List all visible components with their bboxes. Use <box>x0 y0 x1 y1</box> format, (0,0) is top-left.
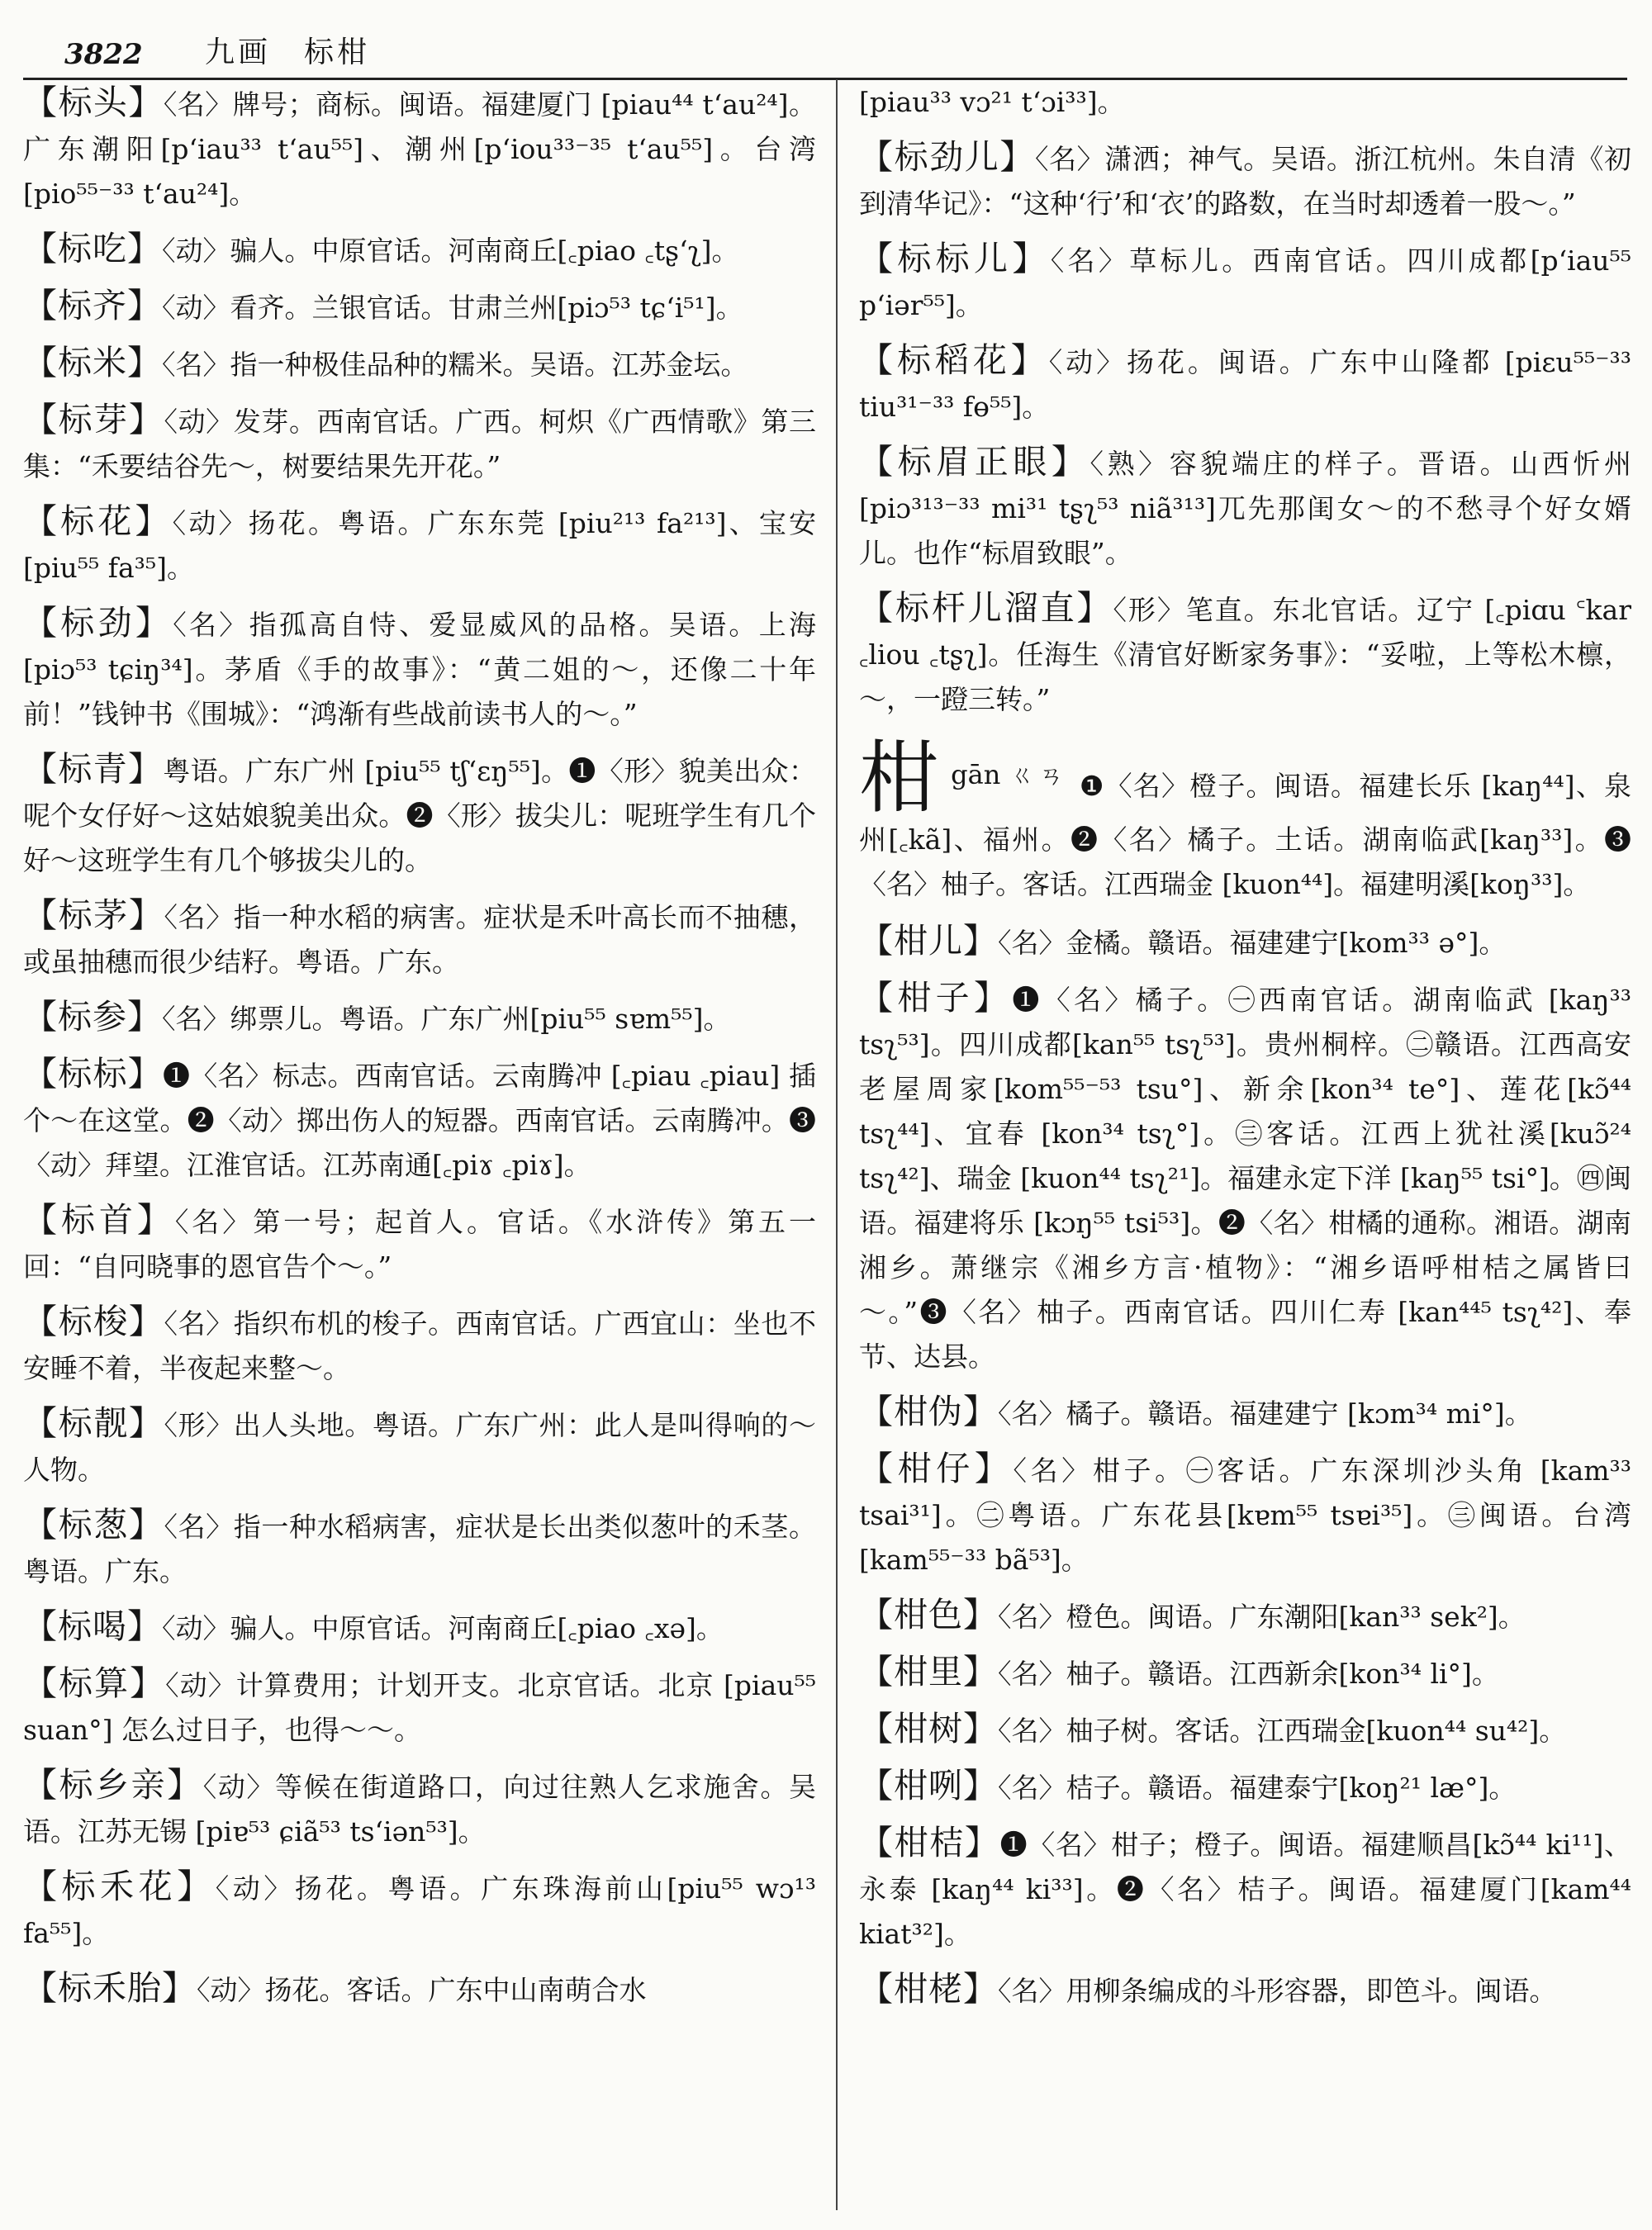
entry-definition: 〈名〉金橘。赣语。福建建宁[kom³³ ə°]。 <box>998 927 1507 959</box>
right-column <box>859 76 1631 2215</box>
left-column <box>23 76 816 2215</box>
entry-definition: ❶〈名〉橘子。㊀西南官话。湖南临武 [kaŋ³³ tsʅ⁵³]。四川成都[kan⁵⁵ tsʅ⁵³]。贵州桐梓。㊁赣语。江西高安老屋周家[kom⁵⁵⁻⁵³ tsu°]、新余[kon³⁴ te°]、莲花[kɔ̃⁴⁴ tsʅ⁴⁴]、宜春 [kon³⁴ tsʅ°]。㊂客话。江西上犹社溪[kuɔ̃²⁴ tsʅ⁴²]、瑞金 [kuon⁴⁴ tsʅ²¹]。福建永定下洋 [kaŋ⁵⁵ tsi°]。㊃闽语。福建将乐 [kɔŋ⁵⁵ tsi⁵³]。❷〈名〉柑橘的通称。湘语。湖南湘乡。萧继宗《湘乡方言·植物》：“湘乡语呼柑桔之属皆曰～。”❸〈名〉柚子。西南官话。四川仁寿 [kan⁴⁴⁵ tsʅ⁴²]、奉节、达县。 <box>859 984 1631 1373</box>
entry-headword: 【标标】 <box>23 1054 163 1094</box>
dictionary-entry <box>23 1295 816 1397</box>
entry-definition: 〈名〉指孤高自恃、爱显威风的品格。吴语。上海 [piɔ⁵³ tɕiŋ³⁴]。茅盾《手的故事》：“黄二姐的～，还像二十年前！”钱钟书《围城》：“鸿渐有些战前读书人的～。” <box>23 609 816 730</box>
dictionary-entry <box>23 990 816 1047</box>
running-title: 九画 标柑 <box>205 36 371 69</box>
dictionary-entry <box>23 495 816 596</box>
dictionary-entry <box>859 1702 1631 1759</box>
entry-definition: 〈动〉扬花。粤语。广东珠海前山[piu⁵⁵ wɔ¹³ fa⁵⁵]。 <box>23 1872 816 1949</box>
dictionary-entry <box>23 222 816 279</box>
entry-headword: 【柑色】 <box>859 1595 998 1635</box>
dictionary-entry <box>23 336 816 393</box>
dictionary-entry <box>23 1657 816 1758</box>
bopomofo: ㄍㄢ <box>1009 762 1068 790</box>
entry-definition: 〈动〉等候在街道路口，向过往熟人乞求施舍。吴语。江苏无锡 [piɐ⁵³ ɕiã⁵³ tsʻiən⁵³]。 <box>23 1771 816 1848</box>
entry-headword: 【标劲】 <box>23 603 173 643</box>
dictionary-entry <box>859 581 1631 728</box>
dictionary-entry <box>859 1962 1631 2019</box>
entry-definition: 〈名〉桔子。赣语。福建泰宁[koŋ²¹ læ°]。 <box>998 1772 1517 1804</box>
entry-definition: 〈形〉出人头地。粤语。广东广州：此人是叫得响的～人物。 <box>23 1409 816 1486</box>
entry-definition: 〈名〉草标儿。西南官话。四川成都[pʻiau⁵⁵ pʻiər⁵⁵]。 <box>859 244 1631 321</box>
dictionary-entry <box>859 435 1631 581</box>
entry-headword: 【标眉正眼】 <box>859 442 1090 482</box>
entry-headword: 【柑儿】 <box>859 921 998 961</box>
entry-headword: 【标算】 <box>23 1663 166 1703</box>
entry-headword: 【标葱】 <box>23 1505 164 1544</box>
entry-definition: 〈名〉指一种极佳品种的糯米。吴语。江苏金坛。 <box>162 349 748 381</box>
entry-definition: 〈名〉橘子。赣语。福建建宁 [kɔm³⁴ mi°]。 <box>998 1397 1532 1430</box>
entry-definition: 〈动〉扬花。闽语。广东中山隆都 [piɛu⁵⁵⁻³³ tiu³¹⁻³³ fɵ⁵⁵]。 <box>859 346 1631 423</box>
entry-headword: 【标乡亲】 <box>23 1765 203 1805</box>
dictionary-entry <box>859 130 1631 232</box>
entry-definition: 〈动〉看齐。兰银官话。甘肃兰州[piɔ⁵³ tɕʻi⁵¹]。 <box>162 292 743 324</box>
page-header <box>23 25 1627 80</box>
entry-headword: 【标喝】 <box>23 1606 162 1646</box>
dictionary-entry <box>23 889 816 990</box>
entry-definition: 〈动〉扬花。客话。广东中山南萌合水 <box>197 1974 647 2006</box>
entry-headword: 【标靓】 <box>23 1403 164 1443</box>
entry-definition: 〈熟〉容貌端庄的样子。晋语。山西忻州[piɔ³¹³⁻³³ mi³¹ tʂʅ⁵³ niã³¹³]兀先那闺女～的不愁寻个好女婿儿。也作“标眉致眼”。 <box>859 448 1631 569</box>
dictionary-entry <box>859 232 1631 334</box>
entry-headword: 【标禾花】 <box>23 1867 216 1906</box>
entry-headword: 【柑树】 <box>859 1709 998 1748</box>
entry-definition: 〈动〉骗人。中原官话。河南商丘[꜀piao ꜀xə]。 <box>162 1612 724 1644</box>
dictionary-entry <box>23 76 816 222</box>
dictionary-entry <box>23 743 816 889</box>
dictionary-entry <box>859 1816 1631 1962</box>
entry-definition: 〈名〉指织布机的梭子。西南官话。广西宜山：坐也不安睡不着，半夜起来整～。 <box>23 1307 816 1384</box>
dictionary-entry <box>859 1385 1631 1442</box>
entry-headword: 【标青】 <box>23 749 164 789</box>
entry-headword: 【标劲儿】 <box>859 137 1035 177</box>
entry-definition: 粤语。广东广州 [piu⁵⁵ tʃʻɛŋ⁵⁵]。❶〈形〉貌美出众：呢个女仔好～这姑娘貌美出众。❷〈形〉拔尖儿：呢班学生有几个好～这班学生有几个够拔尖儿的。 <box>23 755 816 876</box>
column-divider <box>836 79 838 2210</box>
entry-headword: 【柑里】 <box>859 1652 998 1691</box>
dictionary-entry <box>23 596 816 743</box>
entry-headword: 【标标儿】 <box>859 239 1051 278</box>
dictionary-entry <box>859 971 1631 1385</box>
entry-definition: 〈形〉笔直。东北官话。辽宁 [꜀piɑu ꜂kar ꜀liou ꜀tʂʅ]。任海生《清官好断家务事》：“妥啦，上等松木檩，～，一蹬三转。” <box>859 594 1631 715</box>
entry-definition: ❶〈名〉柑子；橙子。闽语。福建顺昌[kɔ̃⁴⁴ ki¹¹]、永泰 [kaŋ⁴⁴ ki³³]。❷〈名〉桔子。闽语。福建厦门[kam⁴⁴ kiat³²]。 <box>859 1829 1631 1950</box>
page-number: 3822 <box>64 38 143 71</box>
dictionary-entry <box>23 1962 816 2019</box>
dictionary-entry <box>23 1193 816 1295</box>
entry-definition: 〈名〉橙色。闽语。广东潮阳[kan³³ sek²]。 <box>998 1601 1526 1633</box>
dictionary-entry <box>859 1442 1631 1588</box>
entry-definition: 〈名〉柑子。㊀客话。广东深圳沙头角 [kam³³ tsai³¹]。㊁粤语。广东花县[kɐm⁵⁵ tsɐi³⁵]。㊂闽语。台湾[kam⁵⁵⁻³³ bã⁵³]。 <box>859 1454 1631 1576</box>
dictionary-entry <box>23 1047 816 1193</box>
entry-headword: 【标吃】 <box>23 229 162 268</box>
dictionary-entry <box>23 279 816 336</box>
entry-headword: 【柑仔】 <box>859 1449 1014 1488</box>
entry-definition: 〈名〉用柳条编成的斗形容器，即笆斗。闽语。 <box>998 1975 1557 2007</box>
entry-headword: 【标禾胎】 <box>23 1968 197 2008</box>
entry-headword: 【标茅】 <box>23 895 164 935</box>
entry-definition: 〈名〉牌号；商标。闽语。福建厦门 [piau⁴⁴ tʻau²⁴]。广东潮阳[pʻiau³³ tʻau⁵⁵]、潮州[pʻiou³³⁻³⁵ tʻau⁵⁵]。台湾[pio⁵⁵⁻³³ tʻau²⁴]。 <box>23 88 816 210</box>
dictionary-entry <box>859 1588 1631 1645</box>
entry-definition: 〈动〉发芽。西南官话。广西。柯炽《广西情歌》第三集：“禾要结谷先～，树要结果先开花。” <box>23 406 816 482</box>
entry-headword: 【标参】 <box>23 997 162 1037</box>
entry-headword: 【柑子】 <box>859 978 1013 1018</box>
dictionary-entry <box>859 334 1631 435</box>
entry-definition: ❶〈名〉橙子。闽语。福建长乐 [kaŋ⁴⁴]、泉州[꜀kã]、福州。❷〈名〉橘子。土话。湖南临武[kaŋ³³]。❸〈名〉柚子。客话。江西瑞金 [kuon⁴⁴]。福建明溪[koŋ³³]。 <box>859 770 1631 900</box>
dictionary-entry <box>23 1860 816 1962</box>
pinyin: gān <box>951 759 1001 790</box>
entry-definition: 〈名〉第一号；起首人。官话。《水浒传》第五一回：“自冋晓事的恩官告个～。” <box>23 1206 816 1283</box>
dictionary-entry <box>859 1759 1631 1816</box>
entry-headword: 【标梭】 <box>23 1302 164 1341</box>
entry-definition: [piau³³ vɔ²¹ tʻɔi³³]。 <box>859 86 1125 118</box>
entry-headword: 【标头】 <box>23 83 164 122</box>
entry-definition: 〈名〉柚子。赣语。江西新余[kon³⁴ li°]。 <box>998 1658 1499 1690</box>
entry-definition: 〈名〉绑票儿。粤语。广东广州[piu⁵⁵ sɐm⁵⁵]。 <box>162 1003 731 1035</box>
entry-definition: 〈动〉骗人。中原官话。河南商丘[꜀piao ꜀tʂʻʅ]。 <box>162 235 739 267</box>
entry-definition: ❶〈名〉标志。西南官话。云南腾冲 [꜀piau ꜀piau] 插个～在这堂。❷〈动〉掷出伤人的短器。西南官话。云南腾冲。❸〈动〉拜望。江淮官话。江苏南通[꜀piɤ ꜀piɤ]。 <box>23 1060 816 1181</box>
dictionary-entry <box>23 1758 816 1860</box>
entry-definition: 〈动〉计算费用；计划开支。北京官话。北京 [piau⁵⁵ suan°] 怎么过日子，也得～～。 <box>23 1669 816 1746</box>
entry-headword: 【标米】 <box>23 343 162 382</box>
dictionary-entry <box>859 1645 1631 1702</box>
entry-headword: 【标稻花】 <box>859 340 1049 380</box>
entry-headword: 【柑桔】 <box>859 1823 1000 1862</box>
entry-headword: 【柑栳】 <box>859 1969 998 2009</box>
dictionary-entry <box>23 1397 816 1498</box>
entry-headword: 【标首】 <box>23 1200 175 1240</box>
entry-definition: 〈动〉扬花。粤语。广东东莞 [piu²¹³ fa²¹³]、宝安 [piu⁵⁵ fa³⁵]。 <box>23 507 816 584</box>
entry-definition: 〈名〉指一种水稻的病害。症状是禾叶高长而不抽穗，或虽抽穗而很少结籽。粤语。广东。 <box>23 901 816 978</box>
char-entry <box>859 734 1631 913</box>
entry-headword: 【柑咧】 <box>859 1766 998 1805</box>
entry-definition: 〈名〉潇洒；神气。吴语。浙江杭州。朱自清《初到清华记》：“这种‘行’和‘衣’的路数，在当时却透着一股～。” <box>859 143 1631 220</box>
entry-headword: 【标杆儿溜直】 <box>859 588 1113 628</box>
dictionary-entry <box>859 914 1631 971</box>
dictionary-entry <box>23 1600 816 1657</box>
head-character: 柑 <box>859 732 940 824</box>
entry-headword: 【标芽】 <box>23 400 164 439</box>
dictionary-entry <box>23 1498 816 1600</box>
entry-headword: 【柑伪】 <box>859 1392 998 1431</box>
entry-definition: 〈名〉柚子树。客话。江西瑞金[kuon⁴⁴ su⁴²]。 <box>998 1715 1567 1747</box>
dictionary-entry <box>859 76 1631 130</box>
entry-headword: 【标花】 <box>23 501 173 541</box>
entry-definition: 〈名〉指一种水稻病害，症状是长出类似葱叶的禾茎。粤语。广东。 <box>23 1511 816 1587</box>
dictionary-entry <box>23 393 816 495</box>
entry-headword: 【标齐】 <box>23 286 162 325</box>
